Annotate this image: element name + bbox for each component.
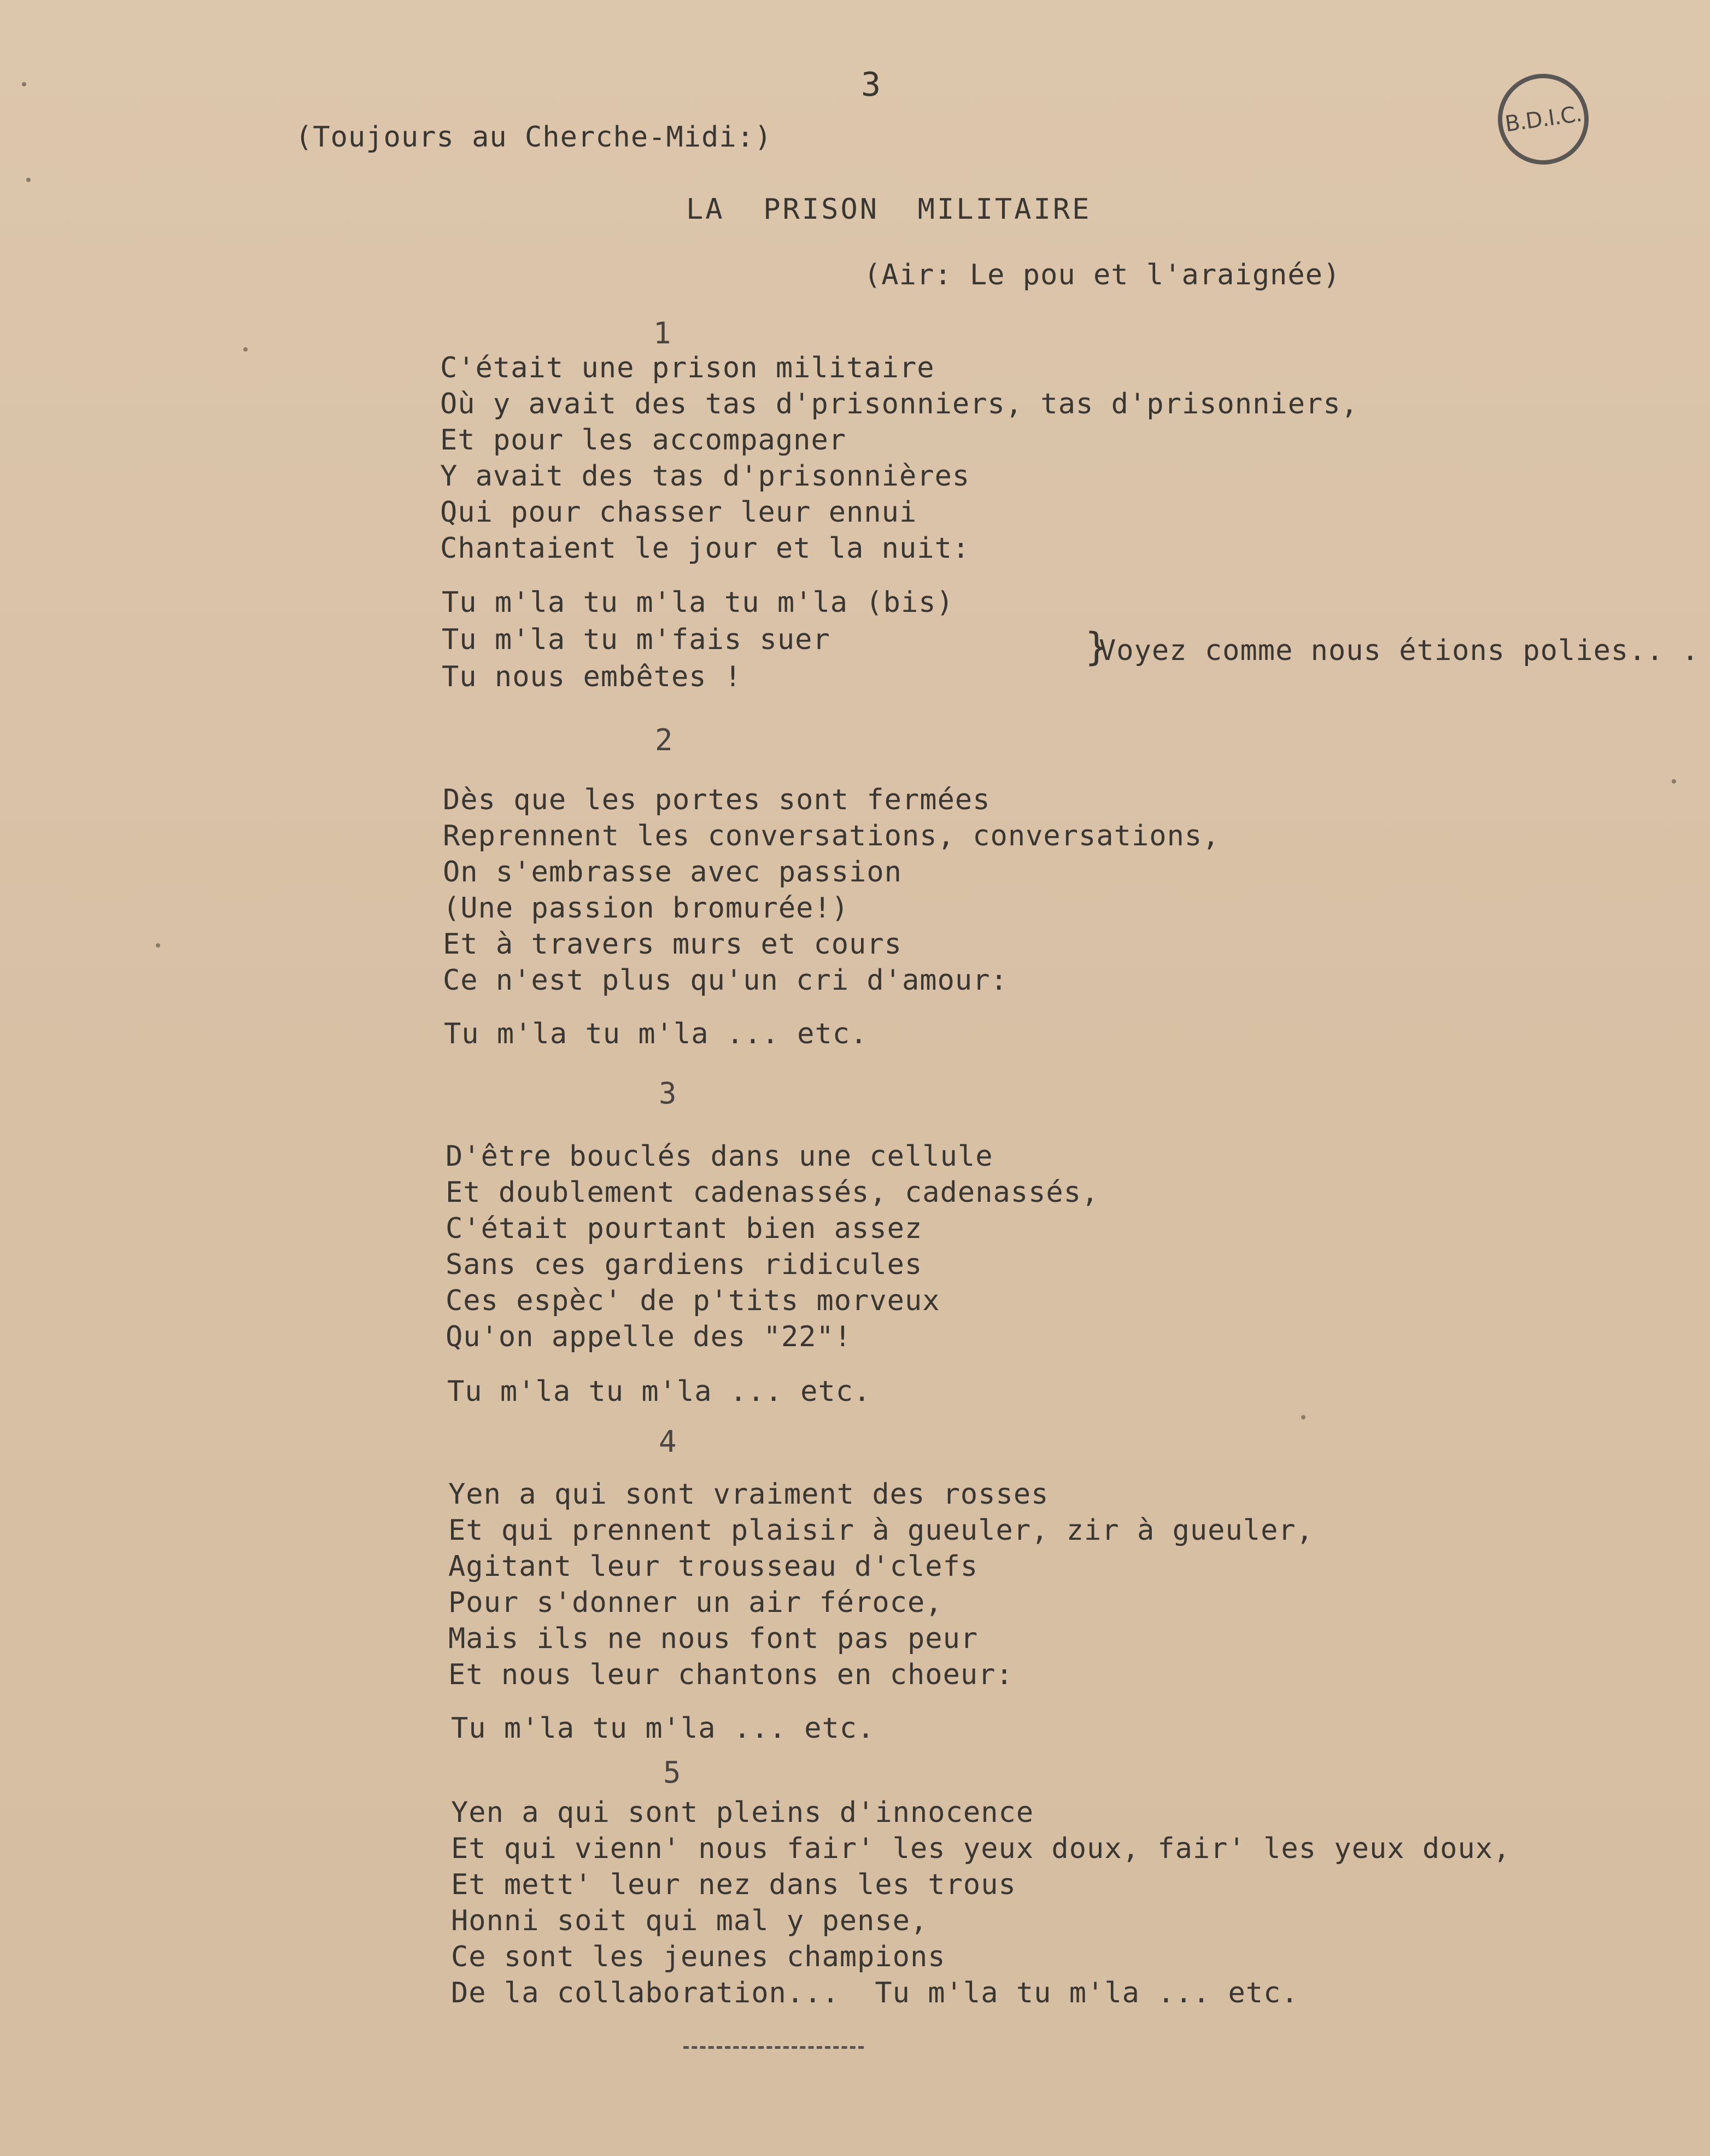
verse-3	[446, 1138, 1099, 1355]
verse-number-5: 5	[663, 1755, 681, 1790]
refrain-line: Tu m'la tu m'la tu m'la (bis)	[442, 586, 954, 619]
verse-line: Chantaient le jour et la nuit:	[440, 532, 970, 565]
refrain-line: Tu m'la tu m'fais suer	[442, 623, 830, 656]
refrain-line: Tu nous embêtes !	[442, 661, 742, 693]
paper-speck	[1301, 1415, 1305, 1419]
paper-speck	[26, 178, 31, 182]
verse-line: Agitant leur trousseau d'clefs	[448, 1550, 979, 1583]
stamp-text: B.D.I.C.	[1503, 101, 1583, 137]
verse-line: D'être bouclés dans une cellule	[446, 1140, 993, 1173]
end-rule	[683, 2046, 864, 2049]
verse-number-3: 3	[659, 1076, 677, 1111]
verse-line: Qui pour chasser leur ennui	[440, 496, 917, 529]
location-note: (Toujours au Cherche-Midi:)	[295, 121, 772, 154]
refrain-repeat: Tu m'la tu m'la ... etc.	[444, 1018, 868, 1050]
verse-line: Ces espèc' de p'tits morveux	[446, 1284, 940, 1317]
verse-line: Ce n'est plus qu'un cri d'amour:	[443, 964, 1008, 997]
song-title: LA PRISON MILITAIRE	[686, 193, 1092, 226]
verse-number-4: 4	[659, 1424, 677, 1459]
verse-2	[443, 782, 1220, 998]
verse-line: Dès que les portes sont fermées	[443, 784, 991, 816]
verse-line: De la collaboration... Tu m'la tu m'la ... etc.	[451, 1977, 1299, 2009]
verse-line: Ce sont les jeunes champions	[451, 1941, 946, 1973]
verse-number-2: 2	[655, 723, 673, 757]
bracket-mark: }	[1085, 624, 1109, 669]
verse-line: Où y avait des tas d'prisonniers, tas d'prisonniers,	[440, 388, 1358, 420]
verse-line: C'était pourtant bien assez	[446, 1212, 923, 1245]
verse-line: Reprennent les conversations, conversations,	[443, 820, 1220, 852]
verse-line: On s'embrasse avec passion	[443, 856, 902, 889]
verse-5	[451, 1795, 1510, 2011]
paper-speck	[1672, 779, 1676, 784]
verse-line: Et qui prennent plaisir à gueuler, zir à gueuler,	[448, 1514, 1314, 1547]
verse-line: Et qui vienn' nous fair' les yeux doux, fair' les yeux doux,	[451, 1832, 1511, 1865]
verse-4	[448, 1476, 1314, 1693]
verse-line: C'était une prison militaire	[440, 352, 935, 384]
side-note: Voyez comme nous étions polies.. .	[1099, 634, 1700, 667]
verse-line: Qu'on appelle des "22"!	[446, 1321, 852, 1353]
verse-number-1: 1	[653, 316, 671, 350]
verse-line: Sans ces gardiens ridicules	[446, 1248, 923, 1281]
verse-line: Yen a qui sont pleins d'innocence	[451, 1796, 1034, 1829]
tune-note: (Air: Le pou et l'araignée)	[864, 259, 1341, 291]
verse-1	[440, 350, 1358, 566]
page-number: 3	[861, 66, 881, 104]
verse-line: Et pour les accompagner	[440, 424, 847, 457]
library-stamp	[1492, 68, 1594, 170]
paper-speck	[243, 347, 248, 352]
verse-line: Et doublement cadenassés, cadenassés,	[446, 1176, 1099, 1209]
verse-line: Honni soit qui mal y pense,	[451, 1904, 928, 1937]
verse-line: Et à travers murs et cours	[443, 928, 902, 961]
verse-line: Yen a qui sont vraiment des rosses	[448, 1478, 1049, 1511]
verse-line: Et mett' leur nez dans les trous	[451, 1868, 1016, 1901]
refrain-repeat: Tu m'la tu m'la ... etc.	[451, 1712, 875, 1745]
verse-line: Y avait des tas d'prisonnières	[440, 460, 970, 493]
verse-line: Pour s'donner un air féroce,	[448, 1586, 943, 1619]
refrain-repeat: Tu m'la tu m'la ... etc.	[447, 1375, 871, 1408]
verse-line: (Une passion bromurée!)	[443, 892, 850, 925]
verse-line: Mais ils ne nous font pas peur	[448, 1622, 979, 1655]
refrain	[442, 584, 954, 696]
verse-line: Et nous leur chantons en choeur:	[448, 1658, 1014, 1691]
paper-speck	[156, 943, 160, 948]
paper-speck	[22, 82, 26, 86]
